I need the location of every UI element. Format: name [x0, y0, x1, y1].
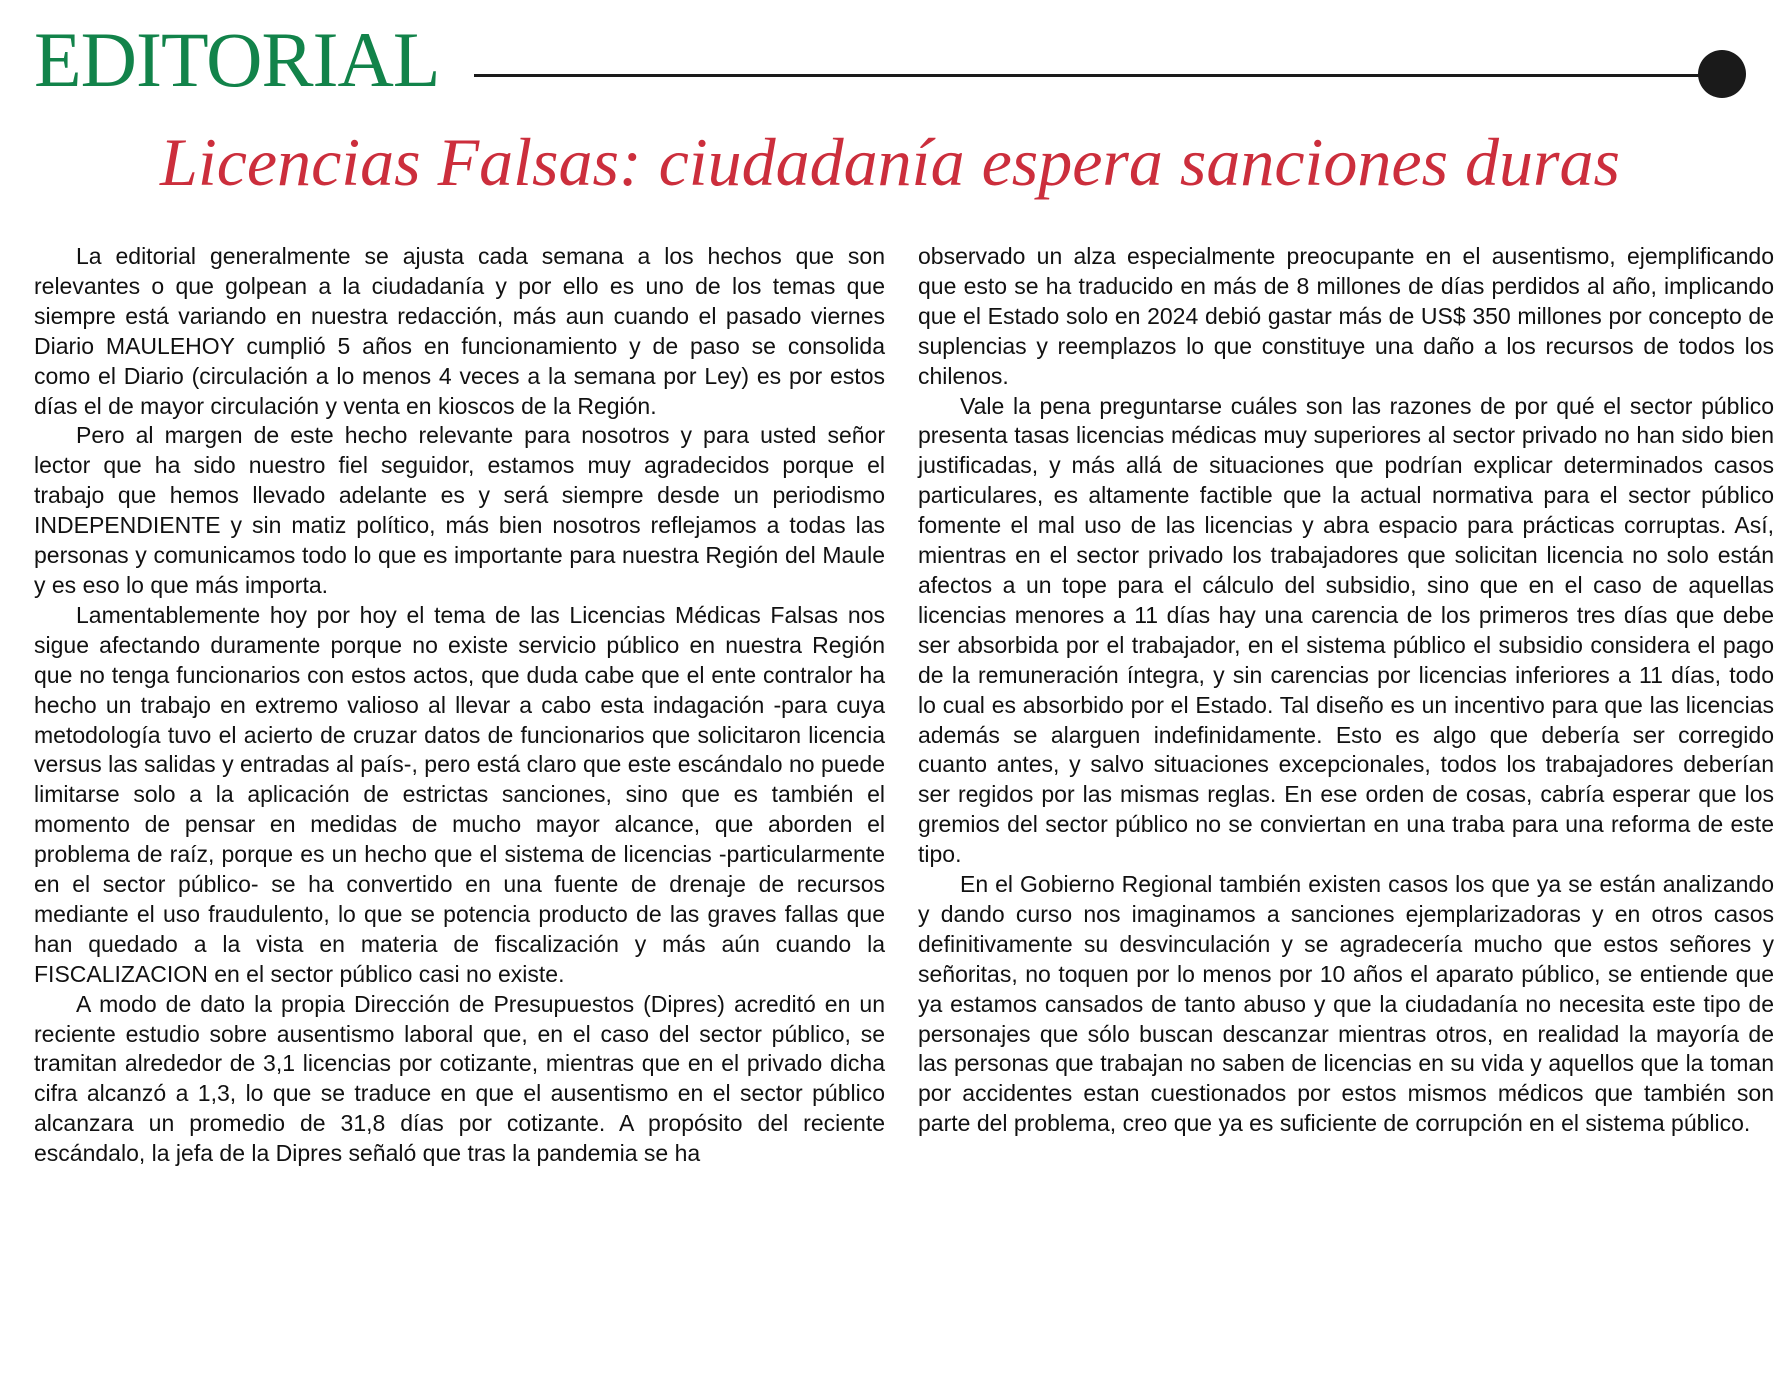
rule-end-dot	[1698, 50, 1746, 98]
paragraph-4: A modo de dato la propia Dirección de Presupuestos (Dipres) acreditó en un reciente estudio sobre ausentismo laboral que, en el caso del sector público, se tramitan alrededor de 3,1 licencias por cotizante, mientras que en el privado dicha cifra alcanzó a 1,3, lo que se traduce en que el ausentismo en el sector público alcanzara un promedio de 31,8 días por cotizante. A propósito del reciente escándalo, la jefa de la Dipres señaló que tras la pandemia se ha	[34, 990, 885, 1167]
paragraph-4-continuation: observado un alza especialmente preocupante en el ausentismo, ejemplificando que esto se ha traducido en más de 8 millones de días perdidos al año, implicando que el Estado solo en 2024 debió gastar más de US$ 350 millones por concepto de suplencias y reemplazos lo que constituye una daño a los recursos de todos los chilenos.	[918, 243, 1774, 389]
article-body	[34, 242, 1774, 1376]
left-column	[34, 242, 885, 1169]
paragraph-3: Lamentablemente hoy por hoy el tema de las Licencias Médicas Falsas nos sigue afectando duramente porque no existe servicio público en nuestra Región que no tenga funcionarios con estos actos, que duda cabe que el ente contralor ha hecho un trabajo en extremo valioso al llevar a cabo esta indagación -para cuya metodología tuvo el acierto de cruzar datos de funcionarios que solicitaron licencia versus las salidas y entradas al país-, pero está claro que este escándalo no puede limitarse solo a la aplicación de estrictas sanciones, sino que es también el momento de pensar en medidas de mucho mayor alcance, que aborden el problema de raíz, porque es un hecho que el sistema de licencias -particularmente en el sector público- se ha convertido en una fuente de drenaje de recursos mediante el uso fraudulento, lo que se potencia producto de las graves fallas que han quedado a la vista en materia de fiscalización y más aún cuando la FISCALIZACION en el sector público casi no existe.	[34, 601, 885, 987]
paragraph-6: En el Gobierno Regional también existen casos los que ya se están analizando y dando curso nos imaginamos a sanciones ejemplarizadoras y en otros casos definitivamente su desvinculación y se agradecería mucho que estos señores y señoritas, no toquen por lo menos por 10 años el aparato público, se entiende que ya estamos cansados de tanto abuso y que la ciudadanía no necesita este tipo de personajes que sólo buscan descanzar mientras otros, en realidad la mayoría de las personas que trabajan no saben de licencias en su vida y aquellos que la toman por accidentes estan cuestionados por estos mismos médicos que también son parte del problema, creo que ya es suficiente de corrupción en el sistema público.	[918, 871, 1774, 1137]
editorial-header	[34, 14, 1760, 106]
paragraph-2: Pero al margen de este hecho relevante para nosotros y para usted señor lector que ha sido nuestro fiel seguidor, estamos muy agradecidos porque el trabajo que hemos llevado adelante es y será siempre desde un periodismo INDEPENDIENTE y sin matiz político, más bien nosotros reflejamos a todas las personas y comunicamos todo lo que es importante para nuestra Región del Maule y es eso lo que más importa.	[34, 422, 885, 598]
header-rule	[474, 74, 1724, 77]
paragraph-5: Vale la pena preguntarse cuáles son las razones de por qué el sector público presenta tasas licencias médicas muy superiores al sector privado no han sido bien justificadas, y más allá de situaciones que podrían explicar determinados casos particulares, es altamente factible que la actual normativa para el sector público fomente el mal uso de las licencias y abra espacio para prácticas corruptas. Así, mientras en el sector privado los trabajadores que solicitan licencia no solo están afectos a un tope para el cálculo del subsidio, sino que en el caso de aquellas licencias menores a 11 días hay una carencia de los primeros tres días que debe ser absorbida por el trabajador, en el sistema público el subsidio considera el pago de la remuneración íntegra, y sin carencias por licencias inferiores a 11 días, todo lo cual es absorbido por el Estado. Tal diseño es un incentivo para que las licencias además se alarguen indefinidamente. Esto es algo que debería ser corregido cuanto antes, y salvo situaciones excepcionales, todos los trabajadores deberían ser regidos por las mismas reglas. En ese orden de cosas, cabría esperar que los gremios del sector público no se conviertan en una traba para una reforma de este tipo.	[918, 392, 1774, 868]
article-headline: Licencias Falsas: ciudadanía espera sanciones duras	[160, 124, 1620, 200]
section-label: EDITORIAL	[34, 16, 440, 103]
right-column	[918, 242, 1774, 1139]
paragraph-1: La editorial generalmente se ajusta cada semana a los hechos que son relevantes o que golpean a la ciudadanía y por ello es uno de los temas que siempre está variando en nuestra redacción, más aun cuando el pasado viernes Diario MAULEHOY cumplió 5 años en funcionamiento y de paso se consolida como el Diario (circulación a lo menos 4 veces a la semana por Ley) es por estos días el de mayor circulación y venta en kioscos de la Región.	[34, 243, 885, 419]
